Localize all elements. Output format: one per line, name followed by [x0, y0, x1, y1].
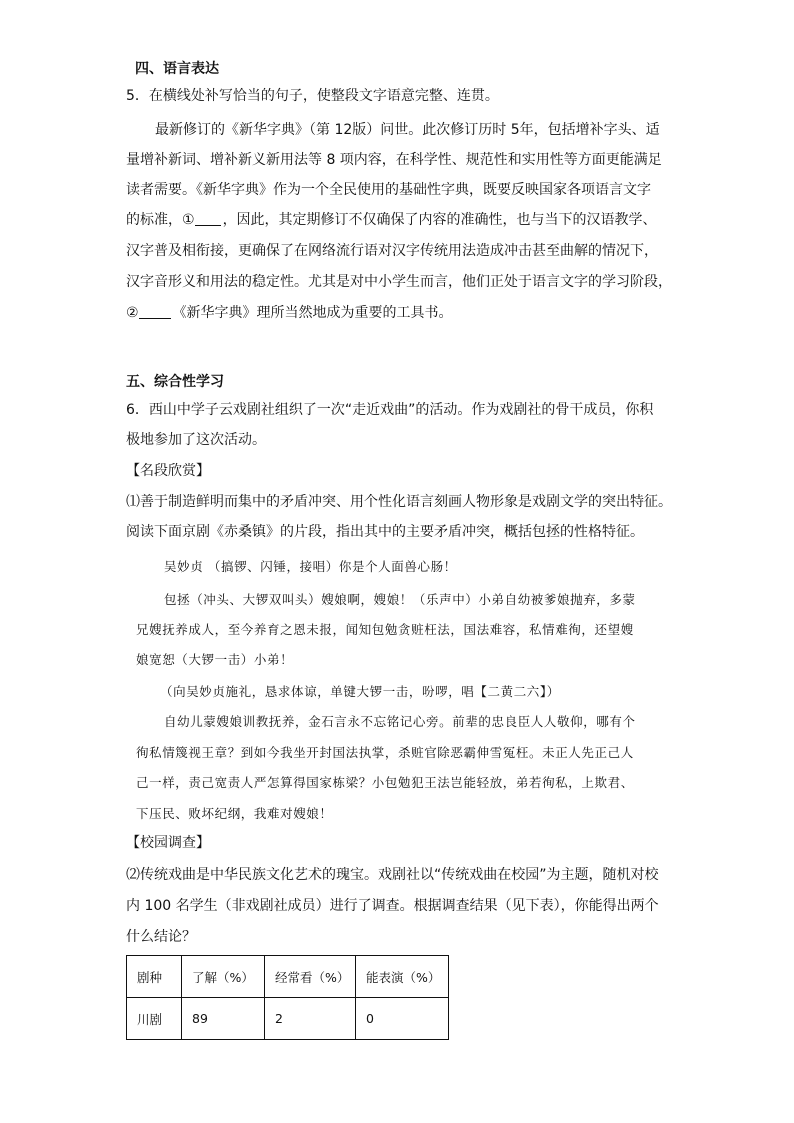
- passage-text: ②: [126, 305, 139, 321]
- question-5-prompt: 5．在横线处补写恰当的句子，使整段文字语意完整、连贯。: [126, 88, 499, 104]
- passage-line: 最新修订的《新华字典》（第 12版）问世。此次修订历时 5年，包括增补字头、适: [155, 122, 660, 138]
- section-heading-language: 四、语言表达: [135, 61, 219, 77]
- passage-line: 汉字普及相衔接，更确保了在网络流行语对汉字传统用法造成冲击甚至曲解的情况下，: [126, 243, 658, 259]
- passage-text: ，因此，其定期修订不仅确保了内容的准确性，也与当下的汉语教学、: [222, 212, 657, 228]
- table-header-cell: 了解（%）: [182, 956, 265, 998]
- subquestion-1: 阅读下面京剧《赤桑镇》的片段，指出其中的主要矛盾冲突，概括包拯的性格特征。: [126, 524, 644, 540]
- subquestion-2: ⑵传统戏曲是中华民族文化艺术的瑰宝。戏剧社以“传统戏曲在校园”为主题，随机对校: [126, 867, 659, 883]
- subquestion-1: ⑴善于制造鲜明而集中的矛盾冲突、用个性化语言刻画人物形象是戏剧文学的突出特征。: [126, 494, 672, 510]
- table-header-cell: 剧种: [127, 956, 182, 998]
- section-tag-survey: 【校园调查】: [126, 835, 210, 851]
- script-line: 包拯（冲头、大锣双叫头）嫂娘啊，嫂娘！（乐声中）小弟自幼被爹娘抛弃，多蒙: [164, 592, 636, 607]
- passage-line: [126, 210, 657, 230]
- table-cell: 2: [265, 998, 356, 1040]
- section-heading-integrated: 五、综合性学习: [126, 374, 224, 390]
- passage-line: [126, 303, 453, 323]
- table-header-cell: 经常看（%）: [265, 956, 356, 998]
- script-line: （向吴妙贞施礼，恳求体谅，单键大锣一击，吩啰，唱【二黄二六】）: [160, 684, 560, 699]
- passage-line: 读者需要。《新华字典》作为一个全民使用的基础性字典，既要反映国家各项语言文字: [126, 182, 651, 198]
- section-tag-appreciation: 【名段欣赏】: [126, 463, 210, 479]
- table-cell: 川剧: [127, 998, 182, 1040]
- table-cell: 89: [182, 998, 265, 1040]
- table-header-row: [127, 956, 449, 998]
- script-line: 娘宽恕（大锣一击）小弟！: [136, 652, 294, 667]
- answer-blank-2[interactable]: [139, 304, 171, 319]
- script-line: 己一样，责己宽责人严怎算得国家栋梁？小包勉犯王法岂能轻放，弟若徇私，上欺君、: [136, 775, 634, 790]
- script-line: 下压民、败坏纪纲，我难对嫂娘！: [136, 806, 333, 821]
- script-line: 自幼儿蒙嫂娘训教抚养，金石言永不忘铭记心旁。前辈的忠良臣人人敬仰，哪有个: [164, 714, 636, 729]
- table-row: [127, 998, 449, 1040]
- question-6-prompt: 6．西山中学子云戏剧社组织了一次“走近戏曲”的活动。作为戏剧社的骨干成员，你积: [126, 402, 654, 418]
- table-cell: 0: [356, 998, 449, 1040]
- script-line: 徇私情篾视王章？到如今我坐开封国法执掌，杀赃官除恶霸伸雪冤枉。未正人先正己人: [136, 745, 634, 760]
- passage-text: 《新华字典》理所当然地成为重要的工具书。: [172, 305, 453, 321]
- subquestion-2: 内 100 名学生（非戏剧社成员）进行了调查。根据调查结果（见下表），你能得出两个: [126, 898, 659, 914]
- passage-line: 量增补新词、增补新义新用法等 8 项内容，在科学性、规范性和实用性等方面更能满足: [126, 152, 662, 168]
- question-6-prompt: 极地参加了这次活动。: [126, 432, 266, 448]
- table-header-cell: 能表演（%）: [356, 956, 449, 998]
- passage-text: 的标准，①: [126, 212, 195, 228]
- answer-blank-1[interactable]: [195, 211, 221, 226]
- subquestion-2: 什么结论？: [126, 929, 196, 945]
- passage-line: 汉字音形义和用法的稳定性。尤其是对中小学生而言，他们正处于语言文字的学习阶段，: [126, 274, 672, 290]
- script-line: 吴妙贞 （搞锣、闪锤，接唱）你是个人面兽心肠！: [164, 559, 457, 574]
- script-line: 兄嫂抚养成人，至今养育之恩未报，闻知包勉贪赃枉法，国法难容，私情难徇，还望嫂: [136, 622, 634, 637]
- survey-table: [126, 955, 449, 1040]
